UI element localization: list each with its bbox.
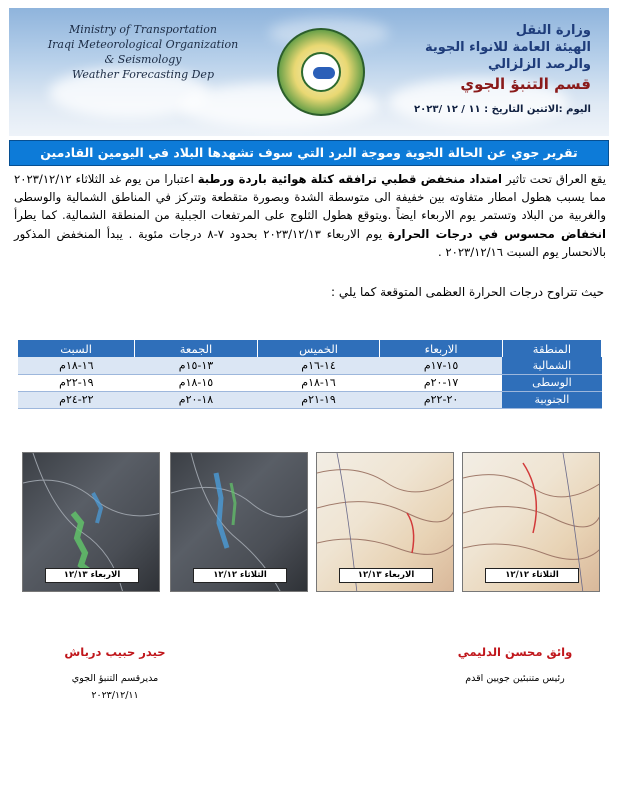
- arabic-org-title: [421, 22, 591, 93]
- table-cell: ١٥-١٧م: [380, 357, 503, 374]
- header-banner: [9, 8, 609, 136]
- column-header: الجمعة: [135, 340, 258, 357]
- table-row: [18, 357, 602, 374]
- table-cell: ٢٢-٢٤م: [18, 391, 135, 408]
- ar-line: والرصد الزلزالي: [488, 57, 591, 72]
- region-cell: الجنوبية: [502, 391, 601, 408]
- para-text: اعتبارا من يوم غد الثلاثاء ٢٠٢٣/١٢/١٢ مما يسبب هطول امطار متفاوته بين خفيفة الى متوسطة الشدة وبصورة متقطعة وتتركز في المناطق الشمالية والوسطى والغربية من البلاد وتستمر يوم الاربعاء ايضاً .ويتوقع هطول الثلوج على المرتفعات الجبلية من المنطقة الشمالية. كما يطرأ: [14, 172, 606, 223]
- forecast-map-radar: [22, 452, 160, 592]
- map-label: الاربعاء ١٢/١٣: [45, 568, 139, 583]
- signatory-role: مديرقسم التنبؤ الجوي: [71, 673, 159, 684]
- signatory-name: وائق محسن الدليمي: [457, 645, 573, 659]
- en-line: Iraqi Meteorological Organization: [47, 38, 239, 51]
- forecast-map-radar: [170, 452, 308, 592]
- table-row: [18, 391, 602, 408]
- table-cell: ١٥-١٨م: [135, 374, 258, 391]
- report-paragraph: [14, 170, 606, 261]
- column-header: الاربعاء: [380, 340, 503, 357]
- region-cell: الشمالية: [502, 357, 601, 374]
- table-row: [18, 374, 602, 391]
- en-line: Weather Forecasting Dep: [72, 68, 214, 81]
- signatory-name: حيدر حبيب درباش: [64, 645, 166, 659]
- en-line: & Seismology: [104, 53, 182, 66]
- table-cell: ١٦-١٨م: [18, 357, 135, 374]
- english-org-title: [23, 22, 263, 82]
- para-text: يوم الاربعاء ٢٠٢٣/١٢/١٣ بحدود ٧-٨ درجات مئوية . يبدأ المنخفض المذكور بالانحسار يوم السبت ٢٠٢٣/١٢/١٦ .: [14, 226, 606, 259]
- column-header: المنطقة: [502, 340, 601, 357]
- table-cell: ١٨-٢٠م: [135, 391, 258, 408]
- signatory-role: رئيس متنبئين جويين اقدم: [465, 673, 565, 684]
- table-cell: ٢٠-٢٢م: [380, 391, 503, 408]
- report-date: اليوم :الاثنين التاريخ : ١١ / ١٢ /٢٠٢٣: [414, 104, 591, 115]
- report-title: تقرير جوي عن الحالة الجوية وموجة البرد التي سوف تشهدها البلاد في اليومين القادمين: [9, 140, 609, 166]
- ar-line: وزارة النقل: [515, 23, 591, 38]
- signature-left: [50, 645, 180, 701]
- para-text: يقع العراق تحت تاثير: [502, 172, 606, 186]
- organization-logo: [277, 28, 365, 116]
- para-bold: انخفاض محسوس في درجات الحرارة: [388, 226, 606, 241]
- table-cell: ١٩-٢٢م: [18, 374, 135, 391]
- map-label: الثلاثاء ١٢/١٢: [485, 568, 579, 583]
- column-header: السبت: [18, 340, 135, 357]
- table-cell: ١٧-٢٠م: [380, 374, 503, 391]
- table-cell: ١٣-١٥م: [135, 357, 258, 374]
- forecast-map-topo: [316, 452, 454, 592]
- signature-right: [445, 645, 585, 684]
- table-intro: حيث تتراوح درجات الحرارة العظمى المتوقعة كما يلي :: [330, 285, 604, 299]
- forecast-map-topo: [462, 452, 600, 592]
- department-title: قسم التنبؤ الجوي: [460, 75, 591, 93]
- table-header-row: [18, 340, 602, 357]
- table-cell: ١٦-١٨م: [257, 374, 380, 391]
- column-header: الخميس: [257, 340, 380, 357]
- map-label: الاربعاء ١٢/١٣: [339, 568, 433, 583]
- ar-line: الهيئة العامة للانواء الجوية: [425, 40, 591, 55]
- para-bold: امتداد منخفض قطبي ترافقه كتلة هوائية باردة ورطبة: [197, 172, 503, 186]
- region-cell: الوسطى: [502, 374, 601, 391]
- temperature-table: [18, 340, 602, 409]
- table-cell: ١٩-٢١م: [257, 391, 380, 408]
- map-label: الثلاثاء ١٢/١٢: [193, 568, 287, 583]
- signature-date: ٢٠٢٣/١٢/١١: [91, 690, 139, 701]
- en-line: Ministry of Transportation: [68, 23, 218, 36]
- table-cell: ١٤-١٦م: [257, 357, 380, 374]
